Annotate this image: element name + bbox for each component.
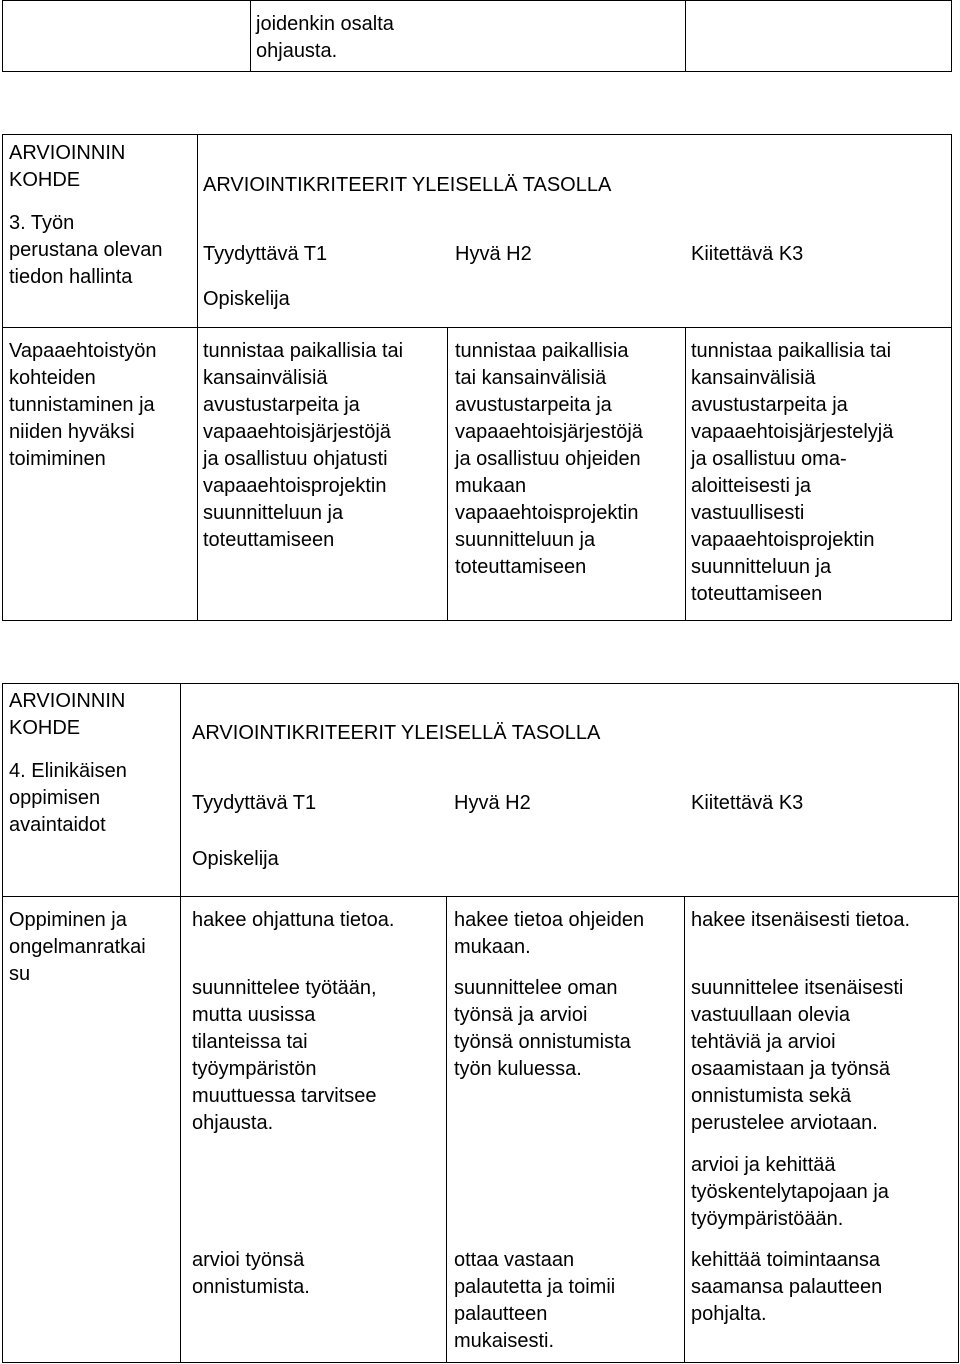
assessment-object-label: ARVIOINNIN KOHDE [9, 690, 126, 739]
criteria-k3-item: kehittää toimintaansa saamansa palautteen pohjalta. [691, 1249, 883, 1325]
criteria-t1: tunnistaa paikallisia tai kansainvälisiä avustustarpeita ja vapaaehtoisjärjestöjä ja osallistuu ohjatusti vapaaehtoisprojektin suunnitteluun ja toteuttamiseen [203, 340, 404, 551]
level-t1-header: Tyydyttävä T1 [203, 243, 328, 265]
top-fragment-text: joidenkin osalta ohjausta. [256, 13, 394, 62]
criteria-title: ARVIOINTIKRITEERIT YLEISELLÄ TASOLLA [203, 174, 612, 196]
criteria-title: ARVIOINTIKRITEERIT YLEISELLÄ TASOLLA [192, 722, 601, 744]
level-k3-header: Kiitettävä K3 [691, 792, 804, 814]
criteria-h2-item: hakee tietoa ohjeiden mukaan. [454, 909, 645, 958]
level-h2-header: Hyvä H2 [454, 792, 531, 814]
assessment-object-label: ARVIOINNIN KOHDE [9, 142, 126, 191]
assessment-object-name: 3. Työn perustana olevan tiedon hallinta [9, 212, 163, 288]
criteria-h2-item: ottaa vastaan palautetta ja toimii palautteen mukaisesti. [454, 1249, 616, 1352]
criteria-t1-item: arvioi työnsä onnistumista. [192, 1249, 310, 1298]
criteria-h2: tunnistaa paikallisia tai kansainvälisiä avustustarpeita ja vapaaehtoisjärjestöjä ja osallistuu ohjeiden mukaan vapaaehtoisprojektin suunnitteluun ja toteuttamiseen [455, 340, 643, 578]
criteria-k3-item: hakee itsenäisesti tietoa. [691, 909, 911, 931]
role-label: Opiskelija [203, 288, 290, 310]
level-k3-header: Kiitettävä K3 [691, 243, 804, 265]
criteria-h2-item: suunnittelee oman työnsä ja arvioi työnsä onnistumista työn kuluessa. [454, 977, 631, 1080]
criteria-k3-item: arvioi ja kehittää työskentelytapojaan ja työympäristöään. [691, 1154, 889, 1230]
criteria-k3-item: suunnittelee itsenäisesti vastuullaan olevia tehtäviä ja arvioi osaamistaan ja työnsä onnistumista sekä perustelee arviotaan. [691, 977, 904, 1134]
criteria-t1-item: suunnittelee työtään, mutta uusissa tilanteissa tai työympäristön muuttuessa tarvitsee ohjausta. [192, 977, 377, 1134]
criteria-t1-item: hakee ohjattuna tietoa. [192, 909, 395, 931]
role-label: Opiskelija [192, 848, 279, 870]
row-label: Oppiminen ja ongelmanratkai su [9, 909, 146, 985]
criteria-k3: tunnistaa paikallisia tai kansainvälisiä avustustarpeita ja vapaaehtoisjärjestelyjä ja osallistuu oma- aloitteisesti ja vastuullisesti vapaaehtoisprojektin suunnitteluun ja toteuttamiseen [691, 340, 894, 605]
level-h2-header: Hyvä H2 [455, 243, 532, 265]
level-t1-header: Tyydyttävä T1 [192, 792, 317, 814]
assessment-object-name: 4. Elinikäisen oppimisen avaintaidot [9, 760, 127, 836]
row-label: Vapaaehtoistyön kohteiden tunnistaminen ja niiden hyväksi toimiminen [9, 340, 157, 470]
